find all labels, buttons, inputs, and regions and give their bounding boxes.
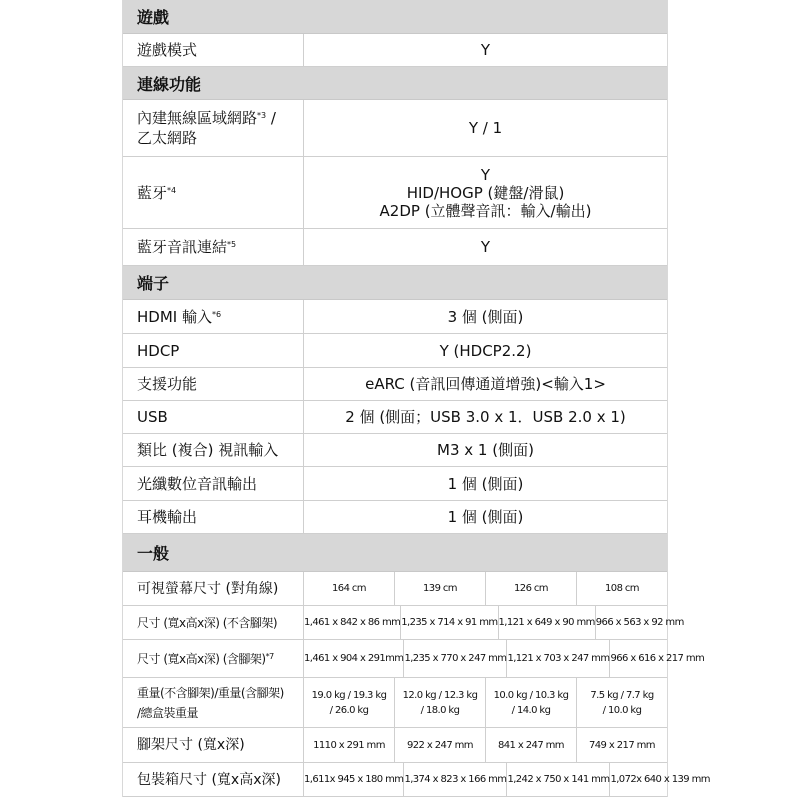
row-hdmi: [123, 300, 667, 334]
row-label: 可視螢幕尺寸 (對角線): [123, 572, 304, 605]
row-label: HDMI 輸入 $^{*6}$: [123, 300, 304, 333]
cell-139: 139 cm: [395, 572, 486, 605]
cell-126: 1,121 x 703 x 247 mm: [507, 640, 610, 677]
cell-126: 1,242 x 750 x 141 mm: [507, 763, 610, 796]
cell-126: 841 x 247 mm: [486, 728, 577, 762]
cell-126: 126 cm: [486, 572, 577, 605]
cell-164: 1,461 x 842 x 86 mm: [304, 606, 401, 639]
row-label: 類比 (複合) 視訊輸入: [123, 434, 304, 466]
row-label: 尺寸 (寬x高x深) (含腳架) $^{*7}$: [123, 640, 304, 677]
row-label: USB: [123, 401, 304, 433]
row-value: 1 個 (側面): [447, 508, 524, 526]
cell-139: 1,374 x 823 x 166 mm: [404, 763, 507, 796]
cell-164: 19.0 kg / 19.3 kg / 26.0 kg: [304, 678, 395, 727]
cell-108: 966 x 563 x 92 mm: [595, 617, 684, 628]
cell-139: 12.0 kg / 12.3 kg / 18.0 kg: [395, 678, 486, 727]
row-usb: [123, 401, 667, 434]
row-label: 腳架尺寸 (寬x深): [123, 728, 304, 762]
section-header-game: [123, 0, 667, 34]
row-bt-audio: [123, 229, 667, 266]
row-optical: [123, 467, 667, 501]
cell-139: 922 x 247 mm: [395, 728, 486, 762]
row-label: 支援功能: [123, 368, 304, 400]
cell-139: 1,235 x 714 x 91 mm: [401, 606, 498, 639]
row-bluetooth: [123, 157, 667, 229]
cell-108: 749 x 217 mm: [589, 739, 655, 751]
row-label: HDCP: [123, 334, 304, 367]
row-label: 光纖數位音訊輸出: [123, 467, 304, 500]
row-value: M3 x 1 (側面): [437, 441, 534, 459]
cell-108: 7.5 kg / 7.7 kg / 10.0 kg: [590, 689, 654, 716]
section-header-general: [123, 534, 667, 572]
cell-126: 1,121 x 649 x 90 mm: [499, 606, 596, 639]
row-value: 1 個 (側面): [447, 474, 524, 493]
row-value: Y: [480, 238, 491, 256]
row-label: 包裝箱尺寸 (寬x高x深): [123, 763, 304, 796]
row-analog-video: [123, 434, 667, 467]
cell-108: 108 cm: [605, 583, 639, 594]
row-label: 藍牙 $^{*4}$: [123, 157, 304, 228]
section-title: 遊戲: [137, 8, 170, 27]
row-value: Y (HDCP2.2): [439, 341, 532, 360]
row-dims-no-stand: [123, 606, 684, 640]
cell-164: 1,461 x 904 x 291mm: [304, 640, 404, 677]
section-title: 端子: [137, 274, 170, 293]
row-label: 尺寸 (寬x高x深) (不含腳架): [123, 606, 304, 639]
row-headphone: [123, 501, 667, 534]
cell-164: 1,611x 945 x 180 mm: [304, 763, 404, 796]
row-stand-size: [123, 728, 667, 763]
row-value: Y / 1: [468, 119, 503, 137]
row-screen-size: [123, 572, 667, 606]
spec-table: [122, 0, 710, 797]
cell-164: 1110 x 291 mm: [304, 728, 395, 762]
row-wlan: [123, 100, 667, 157]
cell-126: 10.0 kg / 10.3 kg / 14.0 kg: [486, 678, 577, 727]
row-weight: [123, 678, 667, 728]
row-value: Y HID/HOGP (鍵盤/滑鼠) A2DP (立體聲音訊：輸入/輸出): [379, 165, 592, 220]
row-label: 遊戲模式: [123, 34, 304, 66]
cell-108: 966 x 616 x 217 mm: [610, 653, 705, 664]
row-value: Y: [480, 41, 491, 59]
row-value: 3 個 (側面): [447, 307, 524, 326]
row-game-mode: [123, 34, 667, 67]
row-value: eARC (音訊回傳通道增強)<輸入1>: [365, 375, 606, 393]
cell-164: 164 cm: [304, 572, 395, 605]
row-label: 藍牙音訊連結 $^{*5}$: [123, 229, 304, 265]
cell-139: 1,235 x 770 x 247 mm: [404, 640, 507, 677]
cell-108: 1,072x 640 x 139 mm: [610, 774, 710, 785]
row-support: [123, 368, 667, 401]
section-title: 連線功能: [137, 74, 202, 94]
row-value: 2 個 (側面；USB 3.0 x 1．USB 2.0 x 1): [345, 408, 626, 426]
section-title: 一般: [137, 544, 170, 563]
row-label: 耳機輸出: [123, 501, 304, 533]
row-hdcp: [123, 334, 667, 368]
section-header-connectivity: [123, 67, 667, 100]
row-label: 重量(不含腳架)/重量(含腳架) /總盒裝重量: [123, 678, 304, 727]
section-header-terminals: [123, 266, 667, 300]
row-dims-stand: [123, 640, 705, 678]
row-box-size: [123, 763, 710, 797]
row-label: 內建無線區域網路$^{*3}$ / 乙太網路: [123, 100, 304, 156]
